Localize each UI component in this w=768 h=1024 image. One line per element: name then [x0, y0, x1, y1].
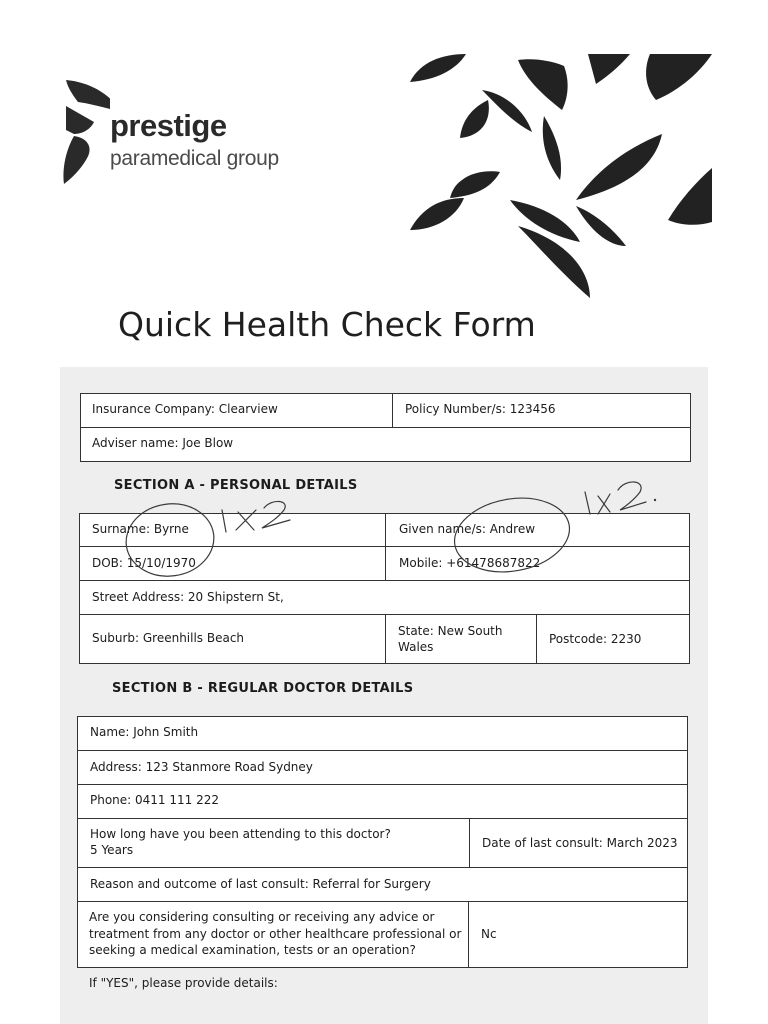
given-names-field[interactable]: Given name/s: Andrew	[399, 522, 536, 536]
insurance-company-field[interactable]: Insurance Company: Clearview	[92, 402, 278, 416]
surname-field[interactable]: Surname: Byrne	[92, 522, 189, 536]
decorative-leaf-pattern	[400, 50, 718, 310]
divider	[77, 784, 688, 785]
divider	[392, 393, 393, 427]
dob-field[interactable]: DOB: 15/10/1970	[92, 556, 196, 570]
divider	[536, 614, 537, 664]
street-address-field[interactable]: Street Address: 20 Shipstern St,	[92, 590, 284, 604]
adviser-name-field[interactable]: Adviser name: Joe Blow	[92, 436, 234, 450]
attending-answer-field[interactable]: 5 Years	[90, 843, 134, 857]
logo-tagline: paramedical group	[110, 147, 279, 170]
considering-question-line1: Are you considering consulting or receiving any advice or	[89, 910, 435, 924]
state-field-line2[interactable]: Wales	[398, 640, 434, 654]
company-logo	[62, 78, 322, 188]
considering-question-line3: seeking a medical examination, tests or an operation?	[89, 943, 416, 957]
policy-number-field[interactable]: Policy Number/s: 123456	[405, 402, 556, 416]
considering-question-line2: treatment from any doctor or other healthcare professional or	[89, 927, 462, 941]
considering-answer-field[interactable]: Nc	[481, 927, 497, 941]
state-field-line1[interactable]: State: New South	[398, 624, 503, 638]
divider	[80, 427, 691, 428]
doctor-name-field[interactable]: Name: John Smith	[90, 725, 199, 739]
logo-name: prestige	[110, 108, 227, 143]
reason-outcome-field[interactable]: Reason and outcome of last consult: Referral for Surgery	[90, 877, 431, 891]
divider	[77, 818, 688, 819]
postcode-field[interactable]: Postcode: 2230	[549, 632, 642, 646]
divider	[77, 750, 688, 751]
divider	[77, 867, 688, 868]
suburb-field[interactable]: Suburb: Greenhills Beach	[92, 631, 245, 645]
divider	[468, 901, 469, 968]
divider	[469, 818, 470, 867]
divider	[77, 901, 688, 902]
last-consult-date-field[interactable]: Date of last consult: March 2023	[482, 836, 678, 850]
form-title: Quick Health Check Form	[118, 305, 536, 344]
divider	[385, 614, 386, 664]
section-a-heading: SECTION A - PERSONAL DETAILS	[114, 478, 358, 493]
section-b-heading: SECTION B - REGULAR DOCTOR DETAILS	[112, 681, 414, 696]
divider	[385, 513, 386, 580]
logo-mark-icon	[62, 78, 110, 188]
mobile-field[interactable]: Mobile: +61478687822	[399, 556, 541, 570]
if-yes-details-label: If "YES", please provide details:	[89, 976, 278, 990]
attending-question: How long have you been attending to this doctor?	[90, 827, 391, 841]
doctor-phone-field[interactable]: Phone: 0411 111 222	[90, 793, 220, 807]
divider	[79, 580, 690, 581]
doctor-address-field[interactable]: Address: 123 Stanmore Road Sydney	[90, 760, 313, 774]
